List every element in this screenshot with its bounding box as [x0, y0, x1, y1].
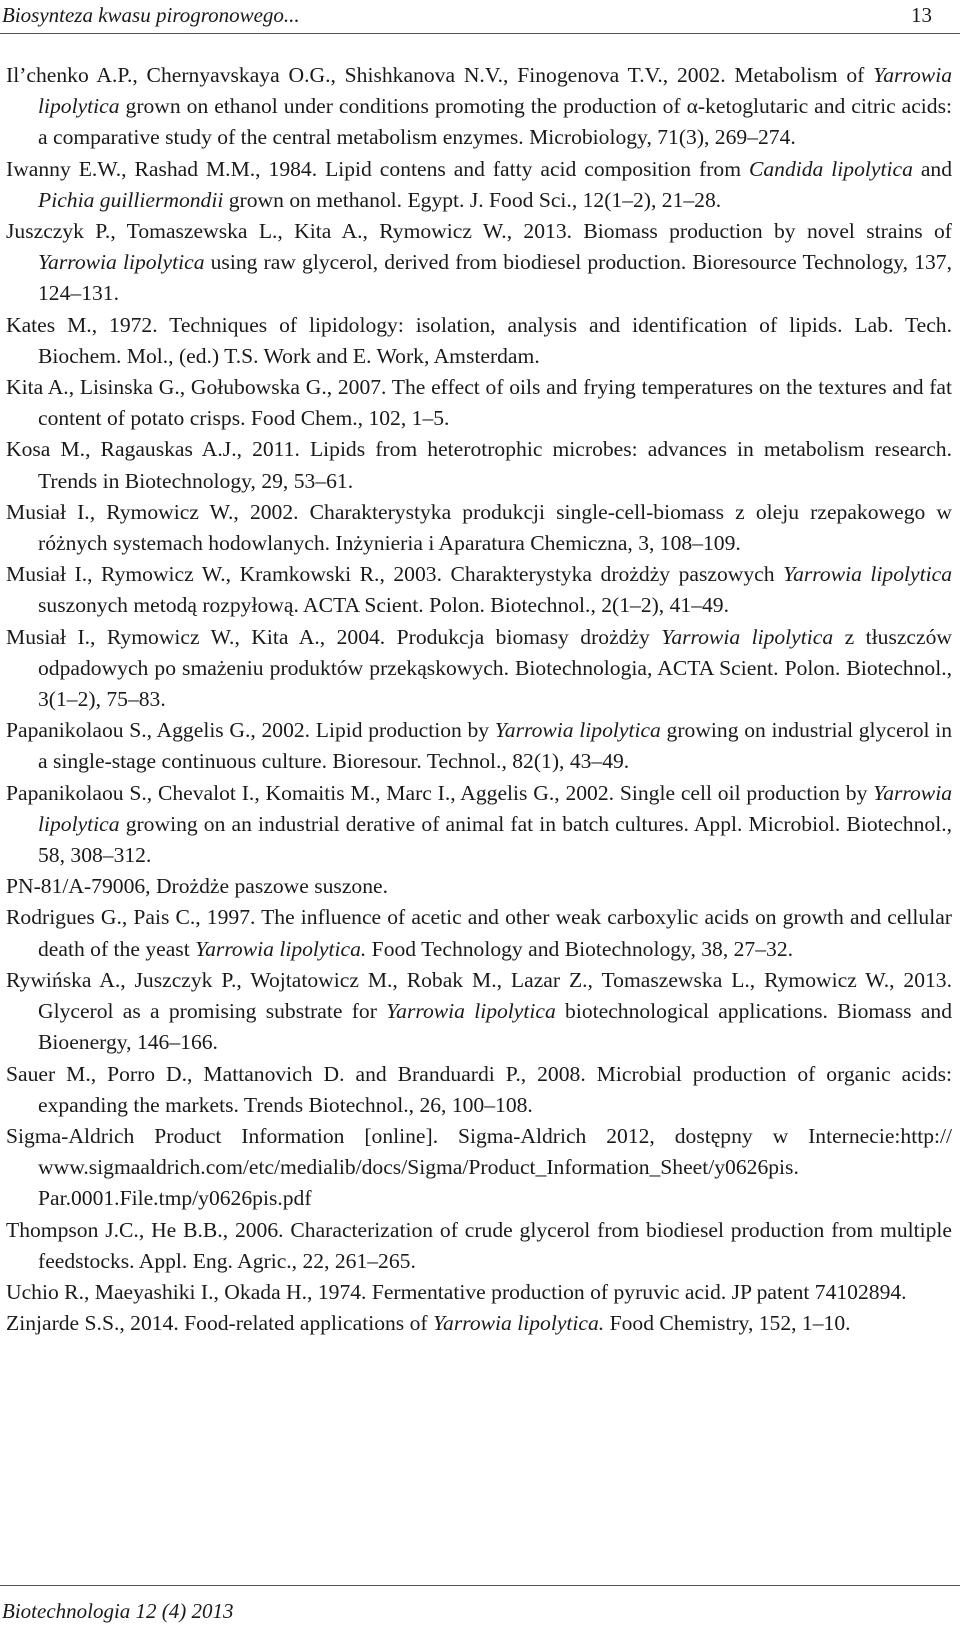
reference-text: Musiał I., Rymowicz W., Kramkowski R., 2003. Charakterystyka drożdży paszowych [6, 562, 784, 587]
reference-text: Kates M., 1972. Techniques of lipidology: isolation, analysis and identification of lipids. Lab. Tech. Biochem. Mol., (ed.) T.S. Work and E. Work, Amsterdam. [6, 312, 952, 368]
species-name: Yarrowia lipolytica [386, 999, 556, 1024]
reference-text: Uchio R., Maeyashiki I., Okada H., 1974. Fermentative production of pyruvic acid. JP patent 74102894. [6, 1279, 907, 1304]
journal-footer: Biotechnologia 12 (4) 2013 [2, 1599, 234, 1623]
reference-text: Kita A., Lisinska G., Gołubowska G., 2007. The effect of oils and frying temperatures on the textures and fat content of potato crisps. Food Chem., 102, 1–5. [6, 375, 952, 431]
reference-text: Juszczyk P., Tomaszewska L., Kita A., Rymowicz W., 2013. Biomass production by novel strains of [6, 219, 952, 244]
reference-text: Musiał I., Rymowicz W., 2002. Charakterystyka produkcji single-cell-biomass z oleju rzepakowego w różnych systemach hodowlanych. Inżynieria i Aparatura Chemiczna, 3, 108–109. [6, 499, 952, 556]
reference-entry [6, 622, 952, 716]
species-name: Candida lipolytica [748, 156, 913, 181]
reference-text: biotechnological applications. Biomass and Bioenergy, 146–166. [38, 999, 953, 1055]
reference-entry [6, 559, 952, 621]
reference-entry [6, 1308, 952, 1339]
reference-text: Papanikolaou S., Chevalot I., Komaitis M., Marc I., Aggelis G., 2002. Single cell oil production by [6, 780, 874, 805]
species-name: Yarrowia lipolytica [38, 250, 205, 275]
reference-text: Food Technology and Biotechnology, 38, 27–32. [366, 936, 794, 961]
species-name: Yarrowia lipolytica [38, 780, 952, 836]
reference-entry [6, 1215, 952, 1277]
reference-text: Kosa M., Ragauskas A.J., 2011. Lipids from heterotrophic microbes: advances in metabolism research. Trends in Biotechnology, 29, 53–61. [6, 437, 952, 493]
footer-rule [0, 1585, 960, 1586]
reference-text: z tłuszczów odpadowych po smażeniu produktów przekąskowych. Biotechnologia, ACTA Scient. Polon. Biotechnol., 3(1–2), 75–83. [38, 624, 952, 712]
species-name: Yarrowia lipolytica [661, 624, 834, 649]
reference-text: suszonych metodą rozpyłową. ACTA Scient. Polon. Biotechnol., 2(1–2), 41–49. [38, 593, 729, 618]
reference-text: using raw glycerol, derived from biodiesel production. Bioresource Technology, 137, 124–131. [38, 250, 952, 306]
reference-entry [6, 778, 952, 872]
header-rule [0, 33, 960, 34]
reference-list [6, 60, 952, 1339]
reference-text: Papanikolaou S., Aggelis G., 2002. Lipid production by [6, 718, 495, 743]
reference-entry [6, 1121, 952, 1215]
species-name: Yarrowia lipolytica. [433, 1311, 605, 1336]
reference-entry [6, 372, 952, 434]
reference-entry [6, 216, 952, 310]
reference-entry [6, 1277, 952, 1308]
reference-text: Iwanny E.W., Rashad M.M., 1984. Lipid contens and fatty acid composition from [6, 156, 749, 181]
reference-entry [6, 715, 952, 777]
reference-text: Sigma-Aldrich Product Information [online]. Sigma-Aldrich 2012, dostępny w Internecie:http:// www.sigmaaldrich.com/etc/medialib/docs/Sigma/Product_Information_Sheet/y0626pis. Par.0001.File.tmp/y0626pis.pdf [6, 1123, 952, 1211]
species-name: Yarrowia lipolytica [494, 718, 661, 743]
reference-text: Food Chemistry, 152, 1–10. [604, 1311, 851, 1336]
species-name: Yarrowia lipolytica. [195, 936, 367, 961]
species-name: Yarrowia lipolytica [38, 63, 952, 119]
running-title: Biosynteza kwasu pirogronowego... [2, 3, 300, 27]
reference-entry [6, 965, 952, 1059]
reference-entry [6, 1059, 952, 1121]
reference-entry [6, 60, 952, 154]
reference-text: and [912, 156, 953, 181]
reference-entry [6, 902, 952, 964]
species-name: Yarrowia lipolytica [783, 562, 952, 587]
reference-text: Il’chenko A.P., Chernyavskaya O.G., Shishkanova N.V., Finogenova T.V., 2002. Metabolism of [6, 63, 874, 87]
reference-text: growing on industrial glycerol in a single-stage continuous culture. Bioresour. Technol., 82(1), 43–49. [38, 718, 952, 774]
reference-entry [6, 497, 952, 559]
species-name: Pichia guilliermondii [38, 187, 224, 212]
reference-text: Zinjarde S.S., 2014. Food-related applications of [6, 1311, 433, 1336]
reference-text: grown on ethanol under conditions promoting the production of α-ketoglutaric and citric acids: a comparative study of the central metabolism enzymes. Microbiology, 71(3), 269–274. [38, 94, 952, 150]
reference-text: Musiał I., Rymowicz W., Kita A., 2004. Produkcja biomasy drożdży [6, 624, 662, 649]
reference-text: Rodrigues G., Pais C., 1997. The influence of acetic and other weak carboxylic acids on growth and cellular death of the yeast [6, 905, 952, 961]
reference-entry [6, 154, 952, 216]
reference-text: growing on an industrial derative of animal fat in batch cultures. Appl. Microbiol. Biotechnol., 58, 308–312. [38, 811, 952, 868]
page-number: 13 [911, 3, 932, 27]
reference-entry [6, 871, 952, 902]
reference-entry [6, 310, 952, 372]
page-header [0, 0, 960, 40]
reference-text: Sauer M., Porro D., Mattanovich D. and Branduardi P., 2008. Microbial production of organic acids: expanding the markets. Trends Biotechnol., 26, 100–108. [6, 1061, 952, 1117]
reference-text: grown on methanol. Egypt. J. Food Sci., 12(1–2), 21–28. [223, 187, 722, 212]
reference-text: PN-81/A-79006, Drożdże paszowe suszone. [6, 874, 388, 899]
page-footer [0, 1585, 960, 1641]
reference-text: Thompson J.C., He B.B., 2006. Characterization of crude glycerol from biodiesel production from multiple feedstocks. Appl. Eng. Agric., 22, 261–265. [6, 1217, 952, 1273]
reference-entry [6, 434, 952, 496]
reference-text: Rywińska A., Juszczyk P., Wojtatowicz M., Robak M., Lazar Z., Tomaszewska L., Rymowicz W., 2013. Glycerol as a promising substrate for [6, 967, 952, 1024]
